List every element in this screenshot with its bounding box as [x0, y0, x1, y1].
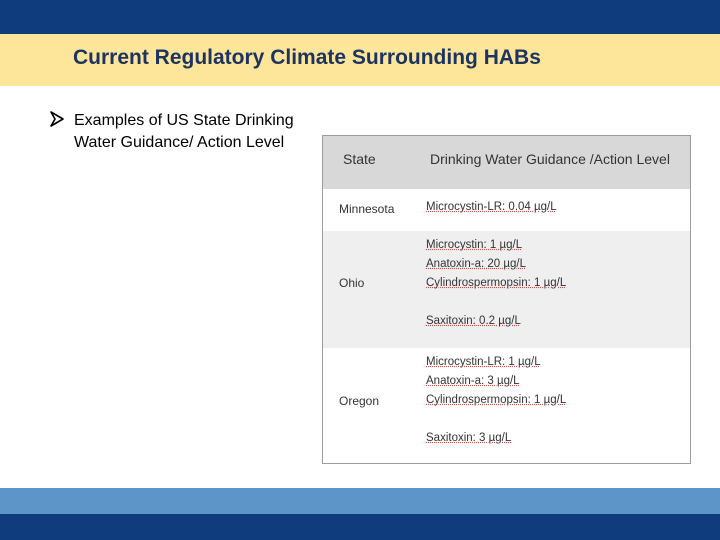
guidance-line: Microcystin-LR: 1 µg/L [426, 356, 541, 368]
guidance-table [322, 135, 691, 464]
footer-band-dark [0, 514, 720, 540]
top-header-bar [0, 0, 720, 34]
guidance-cell [426, 236, 566, 331]
arrow-bullet-icon [50, 111, 64, 127]
footer-band-light [0, 488, 720, 514]
guidance-line: Microcystin-LR: 0.04 µg/L [426, 201, 557, 213]
table-row-ohio [323, 231, 690, 348]
header-state: State [343, 151, 376, 167]
guidance-line: Saxitoxin: 0.2 µg/L [426, 315, 521, 327]
guidance-line: Cylindrospermopsin: 1 µg/L [426, 277, 567, 289]
state-cell: Oregon [339, 394, 380, 408]
guidance-line: Cylindrospermopsin: 1 µg/L [426, 394, 567, 406]
guidance-cell [426, 198, 557, 217]
title-band [0, 34, 720, 86]
slide-title: Current Regulatory Climate Surrounding HABs [73, 46, 541, 69]
state-cell: Minnesota [339, 202, 395, 216]
guidance-line: Microcystin: 1 µg/L [426, 239, 523, 251]
guidance-line: Anatoxin-a: 3 µg/L [426, 375, 520, 387]
state-cell: Ohio [339, 276, 365, 290]
table-row-oregon [323, 348, 690, 463]
guidance-line: Anatoxin-a: 20 µg/L [426, 258, 526, 270]
bullet-text: Examples of US State Drinking Water Guidance/ Action Level [74, 112, 294, 151]
guidance-cell [426, 353, 566, 448]
header-guidance: Drinking Water Guidance /Action Level [430, 151, 670, 167]
table-row-minnesota [323, 189, 690, 231]
guidance-line: Saxitoxin: 3 µg/L [426, 432, 512, 444]
table-header-row [323, 136, 690, 189]
